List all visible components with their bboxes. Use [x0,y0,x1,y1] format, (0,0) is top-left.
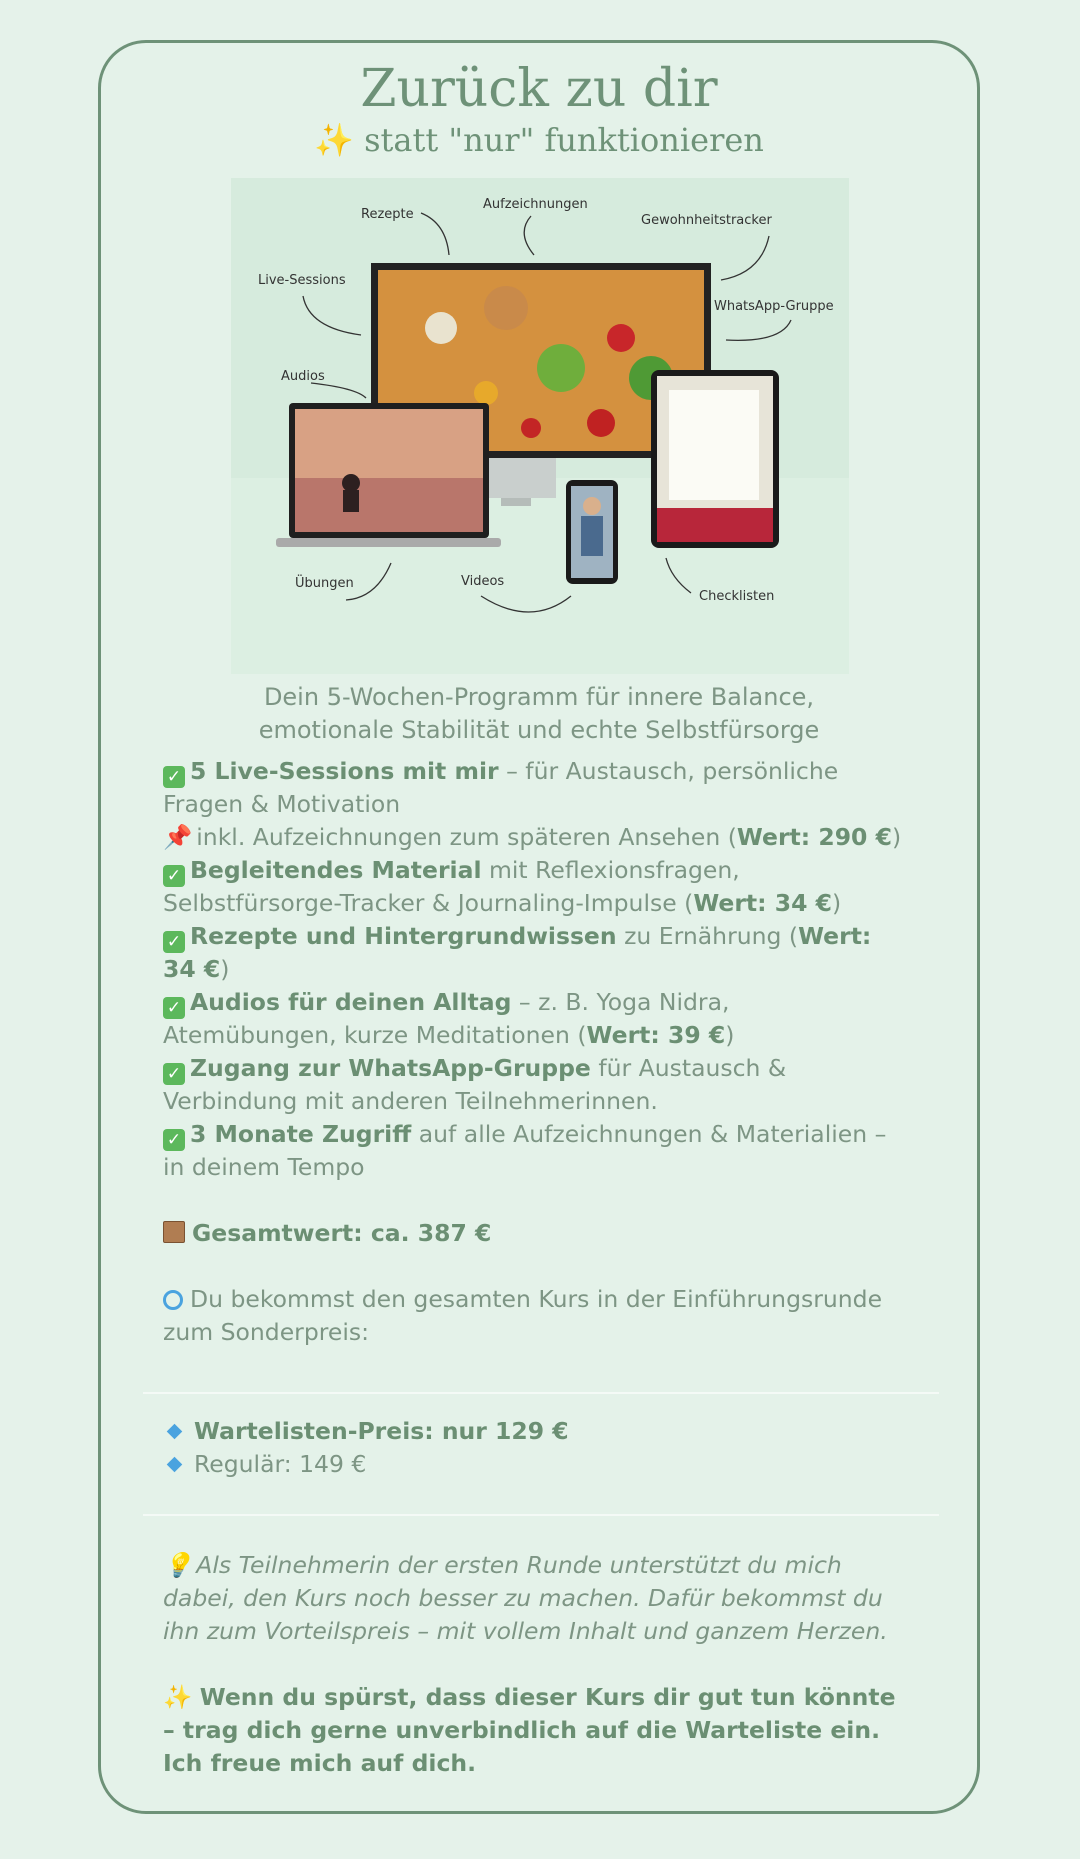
intro-line-1: Dein 5-Wochen-Programm für innere Balance, [263,683,815,711]
price-list [163,1415,907,1481]
features-list [163,755,907,1349]
check-icon: ✓ [163,766,185,788]
total-value: Gesamtwert: ca. 387 € [163,1217,907,1250]
label-checklisten: Checklisten [699,589,775,604]
package-icon [163,1221,185,1243]
page-title: Zurück zu dir [360,59,718,119]
pin-icon: 📌 [163,823,193,851]
check-icon: ✓ [163,865,185,887]
check-icon: ✓ [163,1063,185,1085]
feature-recipes: ✓ Rezepte und Hintergrundwissen zu Ernährung (Wert: 34 €) [163,922,872,983]
offer-card [98,40,980,1814]
regular-price: Regulär: 149 € [163,1448,907,1481]
call-to-action: ✨ Wenn du spürst, dass dieser Kurs dir gut tun könnte – trag dich gerne unverbindlich auf die Warteliste ein. Ich freue mich auf dich. [163,1683,896,1777]
divider [143,1392,939,1394]
label-videos: Videos [461,574,505,589]
offer-intro: Du bekommst den gesamten Kurs in der Einführungsrunde zum Sonderpreis: [163,1285,883,1346]
label-live-sessions: Live-Sessions [258,273,346,288]
intro-line-2: emotionale Stabilität und echte Selbstfürsorge [258,716,820,744]
page-subtitle [101,121,977,159]
feature-live-sessions: ✓ 5 Live-Sessions mit mir – für Austausch, persönliche Fragen & Motivation [163,757,839,818]
label-audios: Audios [281,369,325,384]
feature-access: ✓ 3 Monate Zugriff auf alle Aufzeichnungen & Materialien – in deinem Tempo [163,1120,887,1181]
divider [143,1514,939,1516]
label-uebungen: Übungen [295,576,354,591]
label-aufzeichnungen: Aufzeichnungen [483,197,588,212]
check-icon: ✓ [163,1129,185,1151]
swirl-icon [163,1290,183,1310]
label-rezepte: Rezepte [361,207,414,222]
label-gewohnheitstracker: Gewohnheitstracker [641,213,772,228]
sparkles-icon: ✨ [314,121,354,159]
waitlist-price: Wartelisten-Preis: nur 129 € [163,1415,907,1448]
lightbulb-icon: 💡 [163,1551,193,1579]
sparkles-icon: ✨ [163,1683,193,1711]
diamond-icon [167,1424,183,1440]
course-devices-image [231,178,849,674]
feature-audios: ✓ Audios für deinen Alltag – z. B. Yoga Nidra, Atemübungen, kurze Meditationen (Wert: 39 €) [163,988,735,1049]
participant-note: 💡 Als Teilnehmerin der ersten Runde unterstützt du mich dabei, den Kurs noch besser zu machen. Dafür bekommst du ihn zum Vorteilspreis – mit vollem Inhalt und ganzem Herzen. [163,1551,888,1645]
diamond-icon [167,1457,183,1473]
check-icon: ✓ [163,997,185,1019]
feature-material: ✓ Begleitendes Material mit Reflexionsfragen, Selbstfürsorge-Tracker & Journaling-Impulse (Wert: 34 €) [163,856,842,917]
check-icon: ✓ [163,931,185,953]
label-whatsapp: WhatsApp-Gruppe [714,299,834,314]
subtitle-text: statt "nur" funktionieren [364,121,764,159]
feature-recordings-note: 📌 inkl. Aufzeichnungen zum späteren Ansehen (Wert: 290 €) [163,823,902,851]
program-intro [101,681,977,747]
feature-whatsapp: ✓ Zugang zur WhatsApp-Gruppe für Austausch & Verbindung mit anderen Teilnehmerinnen. [163,1054,787,1115]
